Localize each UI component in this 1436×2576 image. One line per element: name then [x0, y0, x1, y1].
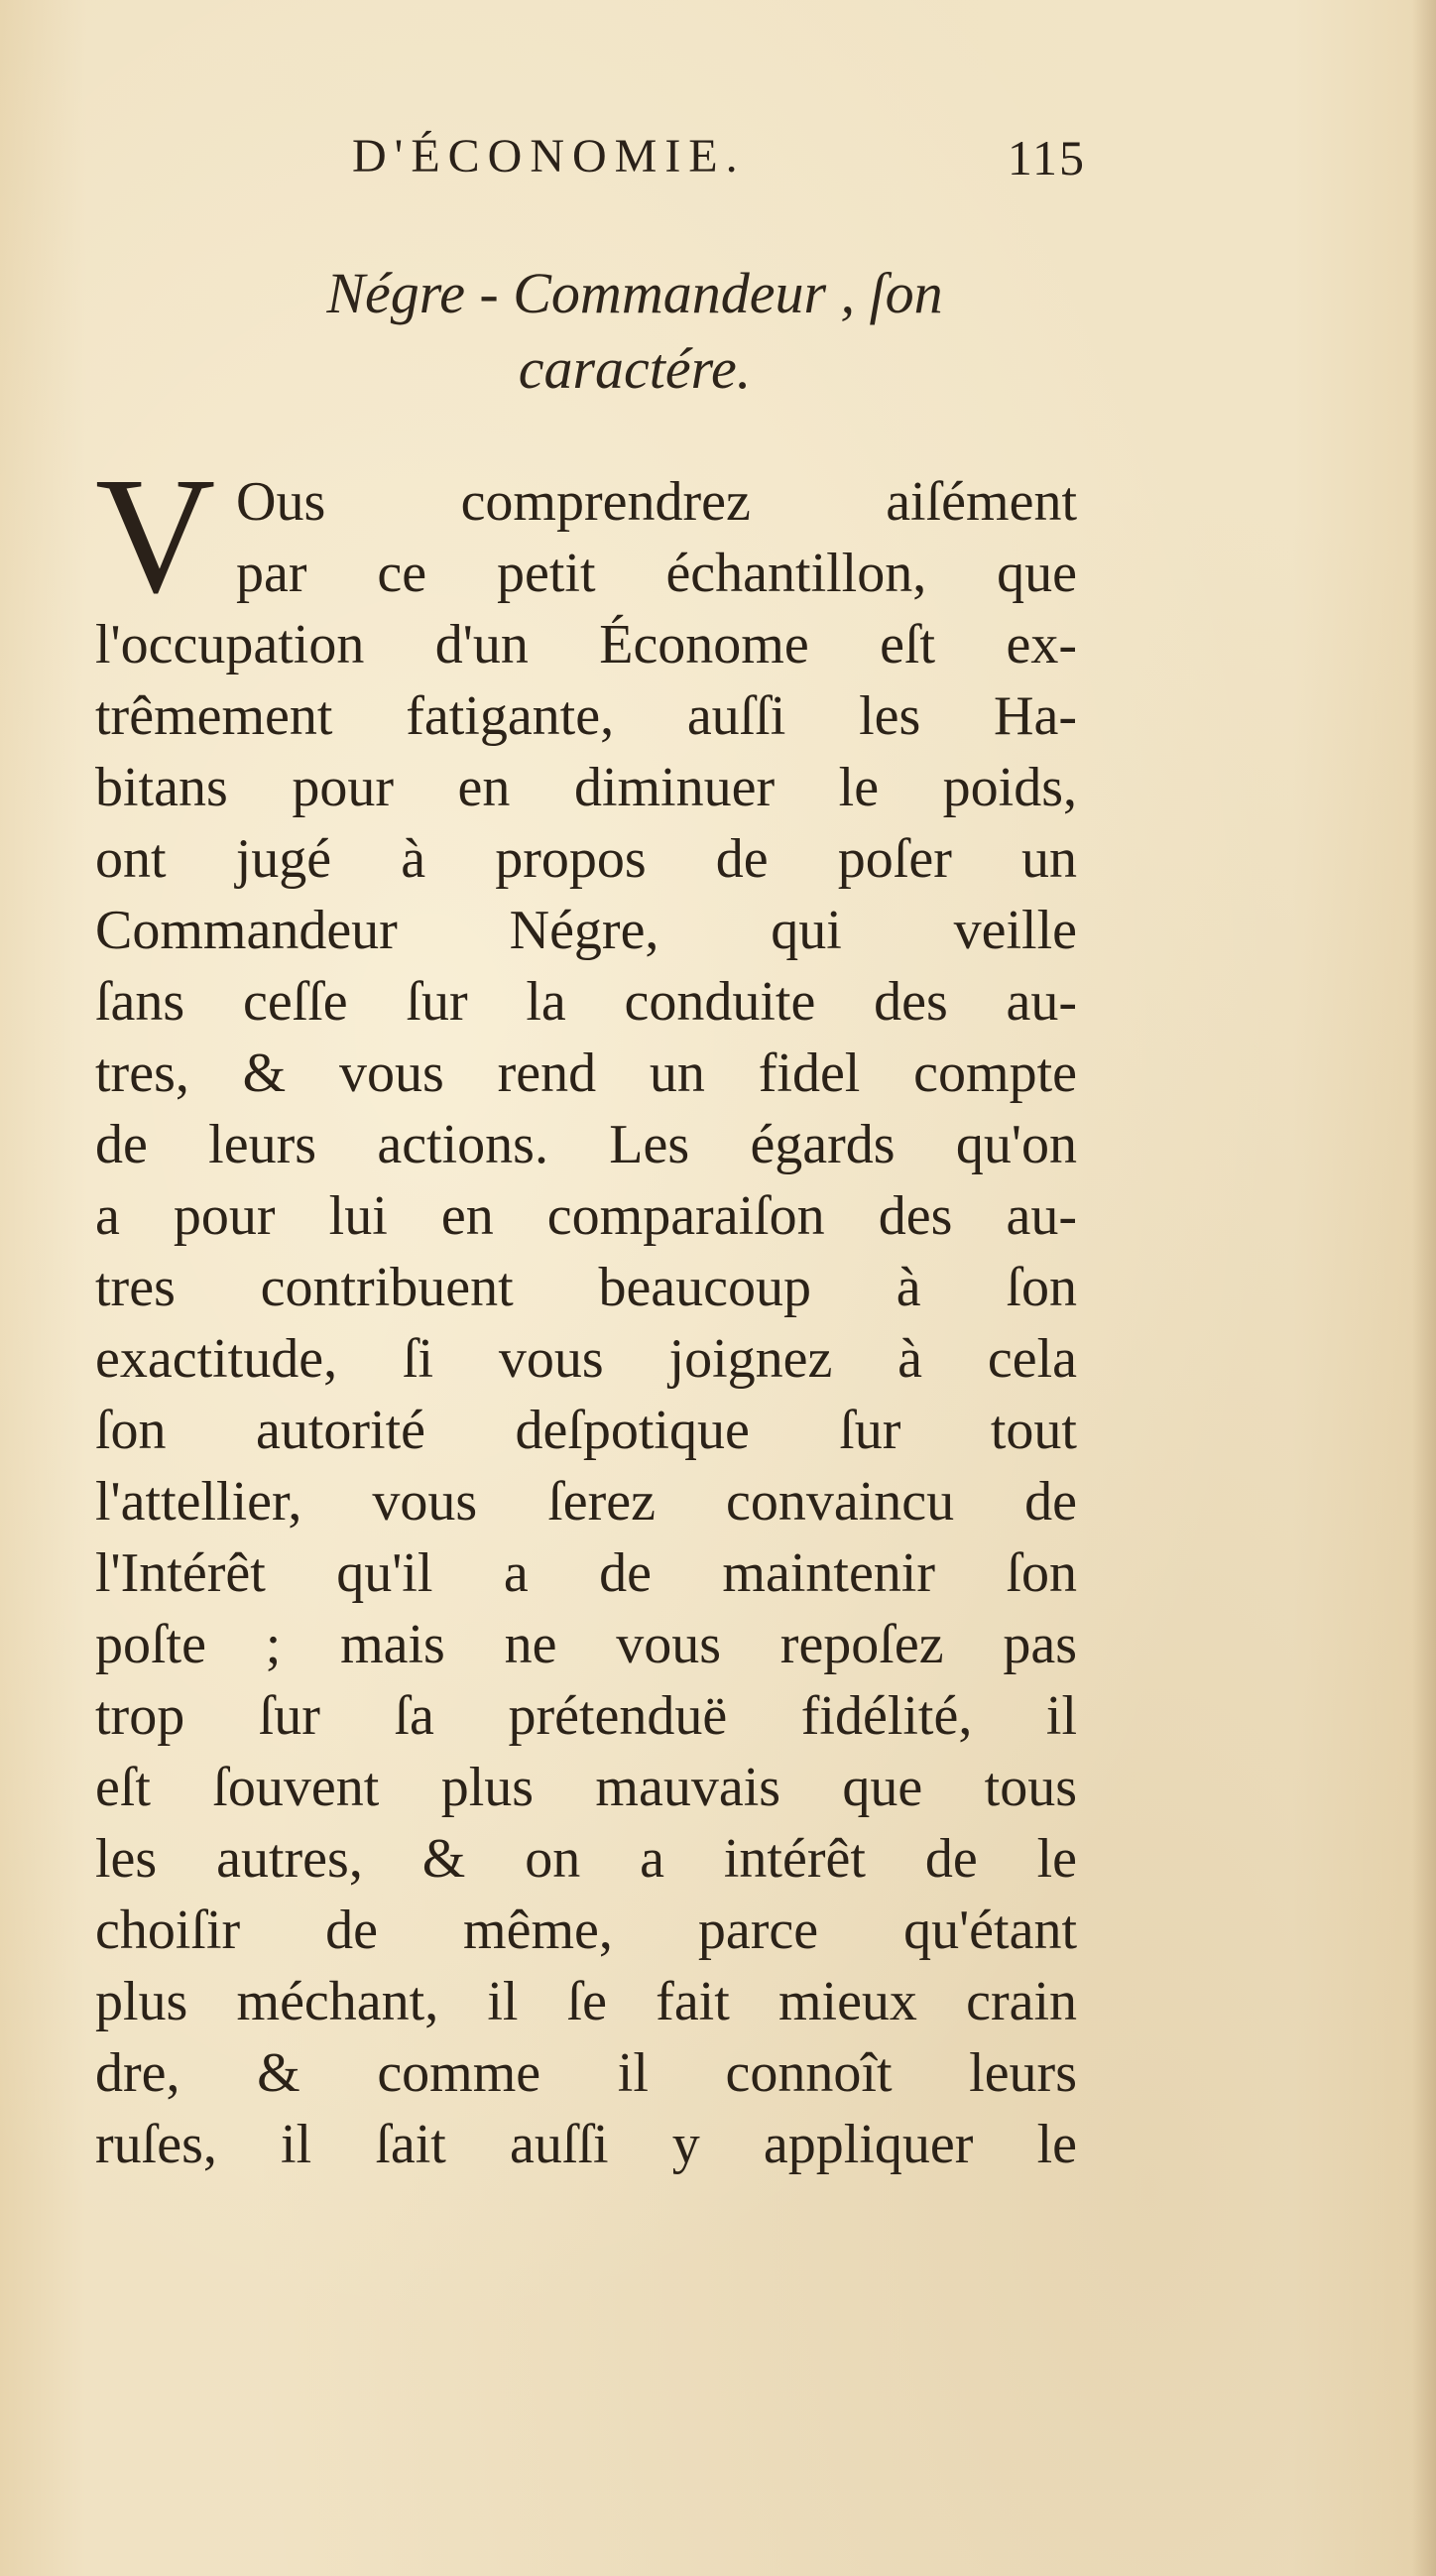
- text-line: ſans ceſſe ſur la conduite des au-: [95, 971, 1077, 1033]
- text-line: exactitude, ſi vous joignez à cela: [95, 1328, 1077, 1390]
- text-line: Ous comprendrez aiſément: [236, 471, 1077, 533]
- text-line: tres contribuent beaucoup à ſon: [95, 1257, 1077, 1318]
- text-line: trêmement fatigante, auſſi les Ha-: [95, 685, 1077, 747]
- running-head: [352, 119, 1086, 198]
- text-line: l'attellier, vous ſerez convaincu de: [95, 1471, 1077, 1533]
- text-line: par ce petit échantillon, que: [236, 543, 1077, 604]
- text-line: dre, & comme il connoît leurs: [95, 2042, 1077, 2104]
- text-line: choiſir de même, parce qu'étant: [95, 1900, 1077, 1961]
- text-line: de leurs actions. Les égards qu'on: [95, 1114, 1077, 1175]
- text-line: ſon autorité deſpotique ſur tout: [95, 1400, 1077, 1461]
- text-line: bitans pour en diminuer le poids,: [95, 757, 1077, 818]
- text-line: l'occupation d'un Économe eſt ex-: [95, 614, 1077, 675]
- section-title-line-1: Négre - Commandeur , ſon: [326, 261, 943, 325]
- text-line: ruſes, il ſait auſſi y appliquer le: [95, 2114, 1077, 2175]
- text-line: les autres, & on a intérêt de le: [95, 1828, 1077, 1890]
- section-title-line-2: caractére.: [518, 336, 752, 401]
- text-line: eſt ſouvent plus mauvais que tous: [95, 1757, 1077, 1818]
- text-line: Commandeur Négre, qui veille: [95, 900, 1077, 961]
- page-edge-shadow: [1412, 0, 1436, 2576]
- section-title: [188, 256, 1081, 407]
- text-line: l'Intérêt qu'il a de maintenir ſon: [95, 1542, 1077, 1604]
- text-line: trop ſur ſa prétenduë fidélité, il: [95, 1685, 1077, 1747]
- page-number: 115: [1007, 130, 1086, 185]
- running-head-title: D'ÉCONOMIE.: [352, 130, 746, 183]
- text-line: plus méchant, il ſe fait mieux crain: [95, 1971, 1077, 2032]
- text-line: tres, & vous rend un fidel compte: [95, 1043, 1077, 1104]
- text-line: poſte ; mais ne vous repoſez pas: [95, 1614, 1077, 1675]
- text-line: ont jugé à propos de poſer un: [95, 828, 1077, 890]
- text-line: a pour lui en comparaiſon des au-: [95, 1185, 1077, 1247]
- drop-cap: V: [95, 443, 216, 628]
